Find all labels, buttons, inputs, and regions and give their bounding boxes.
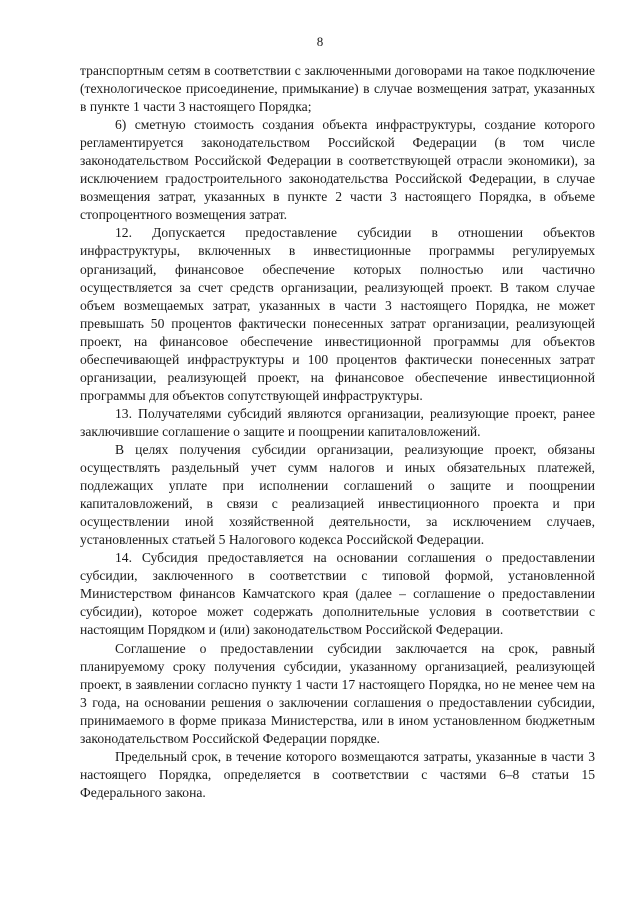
paragraph-13: 13. Получателями субсидий являются организации, реализующие проект, ранее заключившие соглашение о защите и поощрении капиталовложений. bbox=[80, 405, 595, 439]
paragraph-14-agreement-term: Соглашение о предоставлении субсидии заключается на срок, равный планируемому сроку получения субсидии, указанному организацией, реализующей проект, в заявлении согласно пункту 1 части 17 настоящего Порядка, но не менее чем на 3 года, на основании решения о заключении соглашения о предоставлении субсидии, принимаемого в форме приказа Министерства, или в ином установленном бюджетным законодательством Российской Федерации порядке. bbox=[80, 640, 595, 746]
paragraph-item-6: 6) сметную стоимость создания объекта инфраструктуры, создание которого регламентируется законодательством Российской Федерации (в том числе законодательством Российской Федерации в соответствующей отрасли экономики), за исключением градостроительного законодательства Российской Федерации, в случае возмещения затрат, указанных в пункте 2 части 3 настоящего Порядка, в объеме стопроцентного возмещения затрат. bbox=[80, 117, 595, 223]
document-body bbox=[80, 62, 595, 802]
paragraph-12: 12. Допускается предоставление субсидии в отношении объектов инфраструктуры, включенных в инвестиционные программы регулируемых организаций, финансовое обеспечение которых полностью или частично осуществляется за счет средств организации, реализующей проект. В таком случае объем возмещаемых затрат, указанных в части 3 настоящего Порядка, не может превышать 50 процентов фактически понесенных затрат организации, реализующей проект, на финансовое обеспечение инвестиционной программы для объектов обеспечивающей инфраструктуры и 100 процентов фактически понесенных затрат организации, реализующей проект, на финансовое обеспечение инвестиционной программы для объектов сопутствующей инфраструктуры. bbox=[80, 225, 595, 403]
paragraph-continuation: транспортным сетям в соответствии с заключенными договорами на такое подключение (технологическое присоединение, примыкание) в случае возмещения затрат, указанных в пункте 1 части 3 настоящего Порядка; bbox=[80, 63, 595, 115]
paragraph-14: 14. Субсидия предоставляется на основании соглашения о предоставлении субсидии, заключенного в соответствии с типовой формой, установленной Министерством финансов Камчатского края (далее – соглашение о предоставлении субсидии), которое может содержать дополнительные условия в соответствии с настоящим Порядком и (или) законодательством Российской Федерации. bbox=[80, 550, 595, 638]
page-number: 8 bbox=[316, 34, 324, 49]
paragraph-13-separate-accounting: В целях получения субсидии организации, реализующие проект, обязаны осуществлять раздельный учет сумм налогов и иных обязательных платежей, подлежащих уплате при исполнении соглашений о защите и поощрении капиталовложений, в связи с реализацией инвестиционного проекта и при осуществлении иной хозяйственной деятельности, за исключением случаев, установленных статьей 5 Налогового кодекса Российской Федерации. bbox=[80, 441, 595, 548]
paragraph-14-deadline: Предельный срок, в течение которого возмещаются затраты, указанные в части 3 настоящего Порядка, определяется в соответствии с частями 6–8 статьи 15 Федерального закона. bbox=[80, 748, 595, 800]
